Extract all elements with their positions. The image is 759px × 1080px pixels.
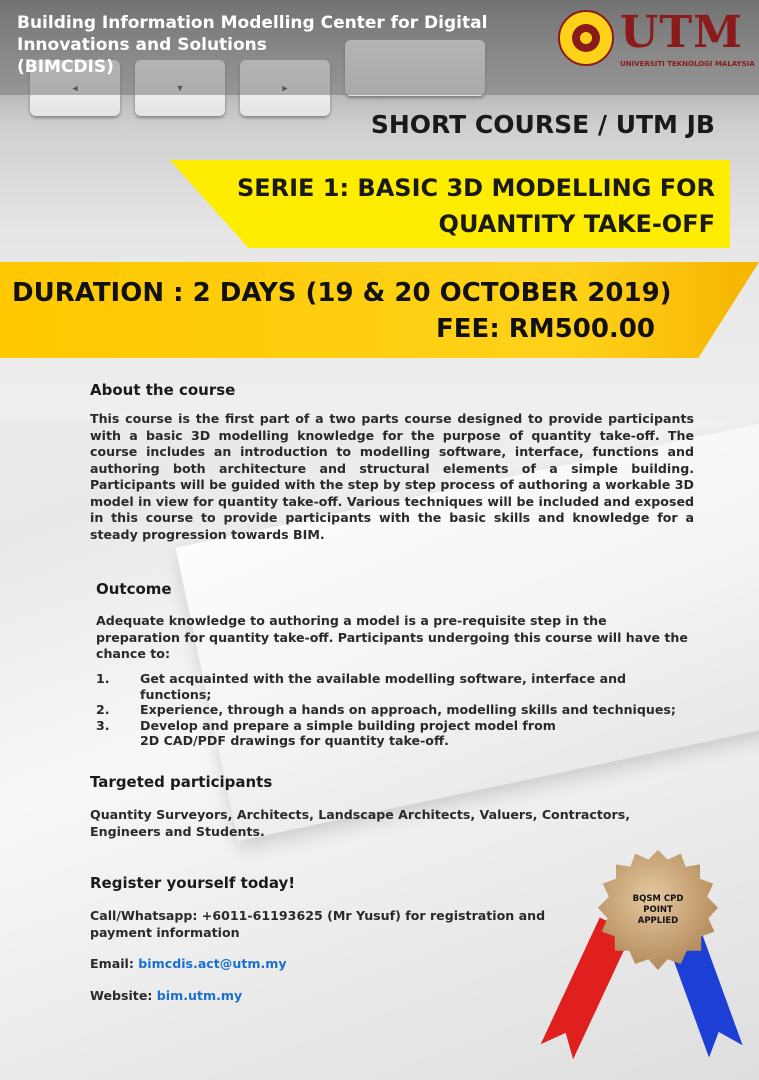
list-item-text: Develop and prepare a simple building project model from 2D CAD/PDF drawings for quantity take-off. [140,717,556,748]
cpd-badge [590,850,725,1065]
duration-text: DURATION : 2 DAYS (19 & 20 OCTOBER 2019) [12,278,672,308]
targeted-heading: Targeted participants [90,773,273,791]
website-link[interactable]: bim.utm.my [156,987,243,1003]
org-title-line1: Building Information Modelling Center for Digital [17,13,488,33]
course-title [195,170,715,242]
badge-line1: BQSM CPD [632,894,684,904]
course-title-line2: QUANTITY TAKE-OFF [438,210,715,238]
list-item [96,671,696,702]
register-call-info: Call/Whatsapp: +6011-61193625 (Mr Yusuf) for registration and payment information [90,908,546,940]
org-title-line2: Innovations and Solutions [17,35,267,55]
about-section [90,381,694,543]
utm-logo-text: UTM [620,7,743,58]
targeted-section [90,773,694,840]
email-label: Email: [90,956,139,971]
short-course-label: SHORT COURSE / UTM JB [370,110,715,139]
fee-text: FEE: RM500.00 [436,314,655,344]
about-body: This course is the first part of a two parts course designed to provide participants with a basic 3D modelling knowledge for the purpose of quantity take-off. The course includes an introduction to modelling software, interface, functions and authoring both architecture and structural elements of a simple building. Participants will be guided with the step by step process of authoring a workable 3D model in view for quantity take-off. Various techniques will be included and exposed in this course to provide participants with the basic skills and knowledge for a steady progression towards BIM. [90,411,694,542]
utm-logo [558,8,753,80]
register-section [90,874,560,1004]
outcome-intro: Adequate knowledge to authoring a model is a pre-requisite step in the preparation for quantity take-off. Participants undergoing this course will have the chance to: [96,613,688,661]
utm-crest-icon [558,10,614,66]
outcome-section [96,580,694,663]
about-heading: About the course [90,381,236,399]
organization-title [17,12,537,78]
badge-line2: POINT [643,905,673,915]
targeted-body: Quantity Surveyors, Architects, Landscape Architects, Valuers, Contractors, Engineers and Students. [90,807,631,839]
register-website-row [90,988,560,1005]
outcome-list [96,671,696,749]
course-title-line1: SERIE 1: BASIC 3D MODELLING FOR [236,174,715,202]
email-link[interactable]: bimcdis.act@utm.my [138,956,287,971]
list-item-number: 2. [96,702,110,717]
list-item-number: 3. [96,717,110,733]
list-item-number: 1. [96,671,110,686]
register-email-row [90,956,560,973]
register-heading: Register yourself today! [90,874,296,892]
list-item [96,702,696,718]
list-item-text: Get acquainted with the available modelling software, interface and functions; [140,671,627,702]
outcome-heading: Outcome [96,580,172,598]
badge-line3: APPLIED [637,916,679,926]
list-item [96,718,696,749]
list-item-text: Experience, through a hands on approach, modelling skills and techniques; [140,702,676,717]
badge-text [616,894,700,927]
org-title-line3: (BIMCDIS) [17,57,114,77]
website-label: Website: [90,987,157,1003]
utm-logo-subtext: UNIVERSITI TEKNOLOGI MALAYSIA [620,60,755,68]
